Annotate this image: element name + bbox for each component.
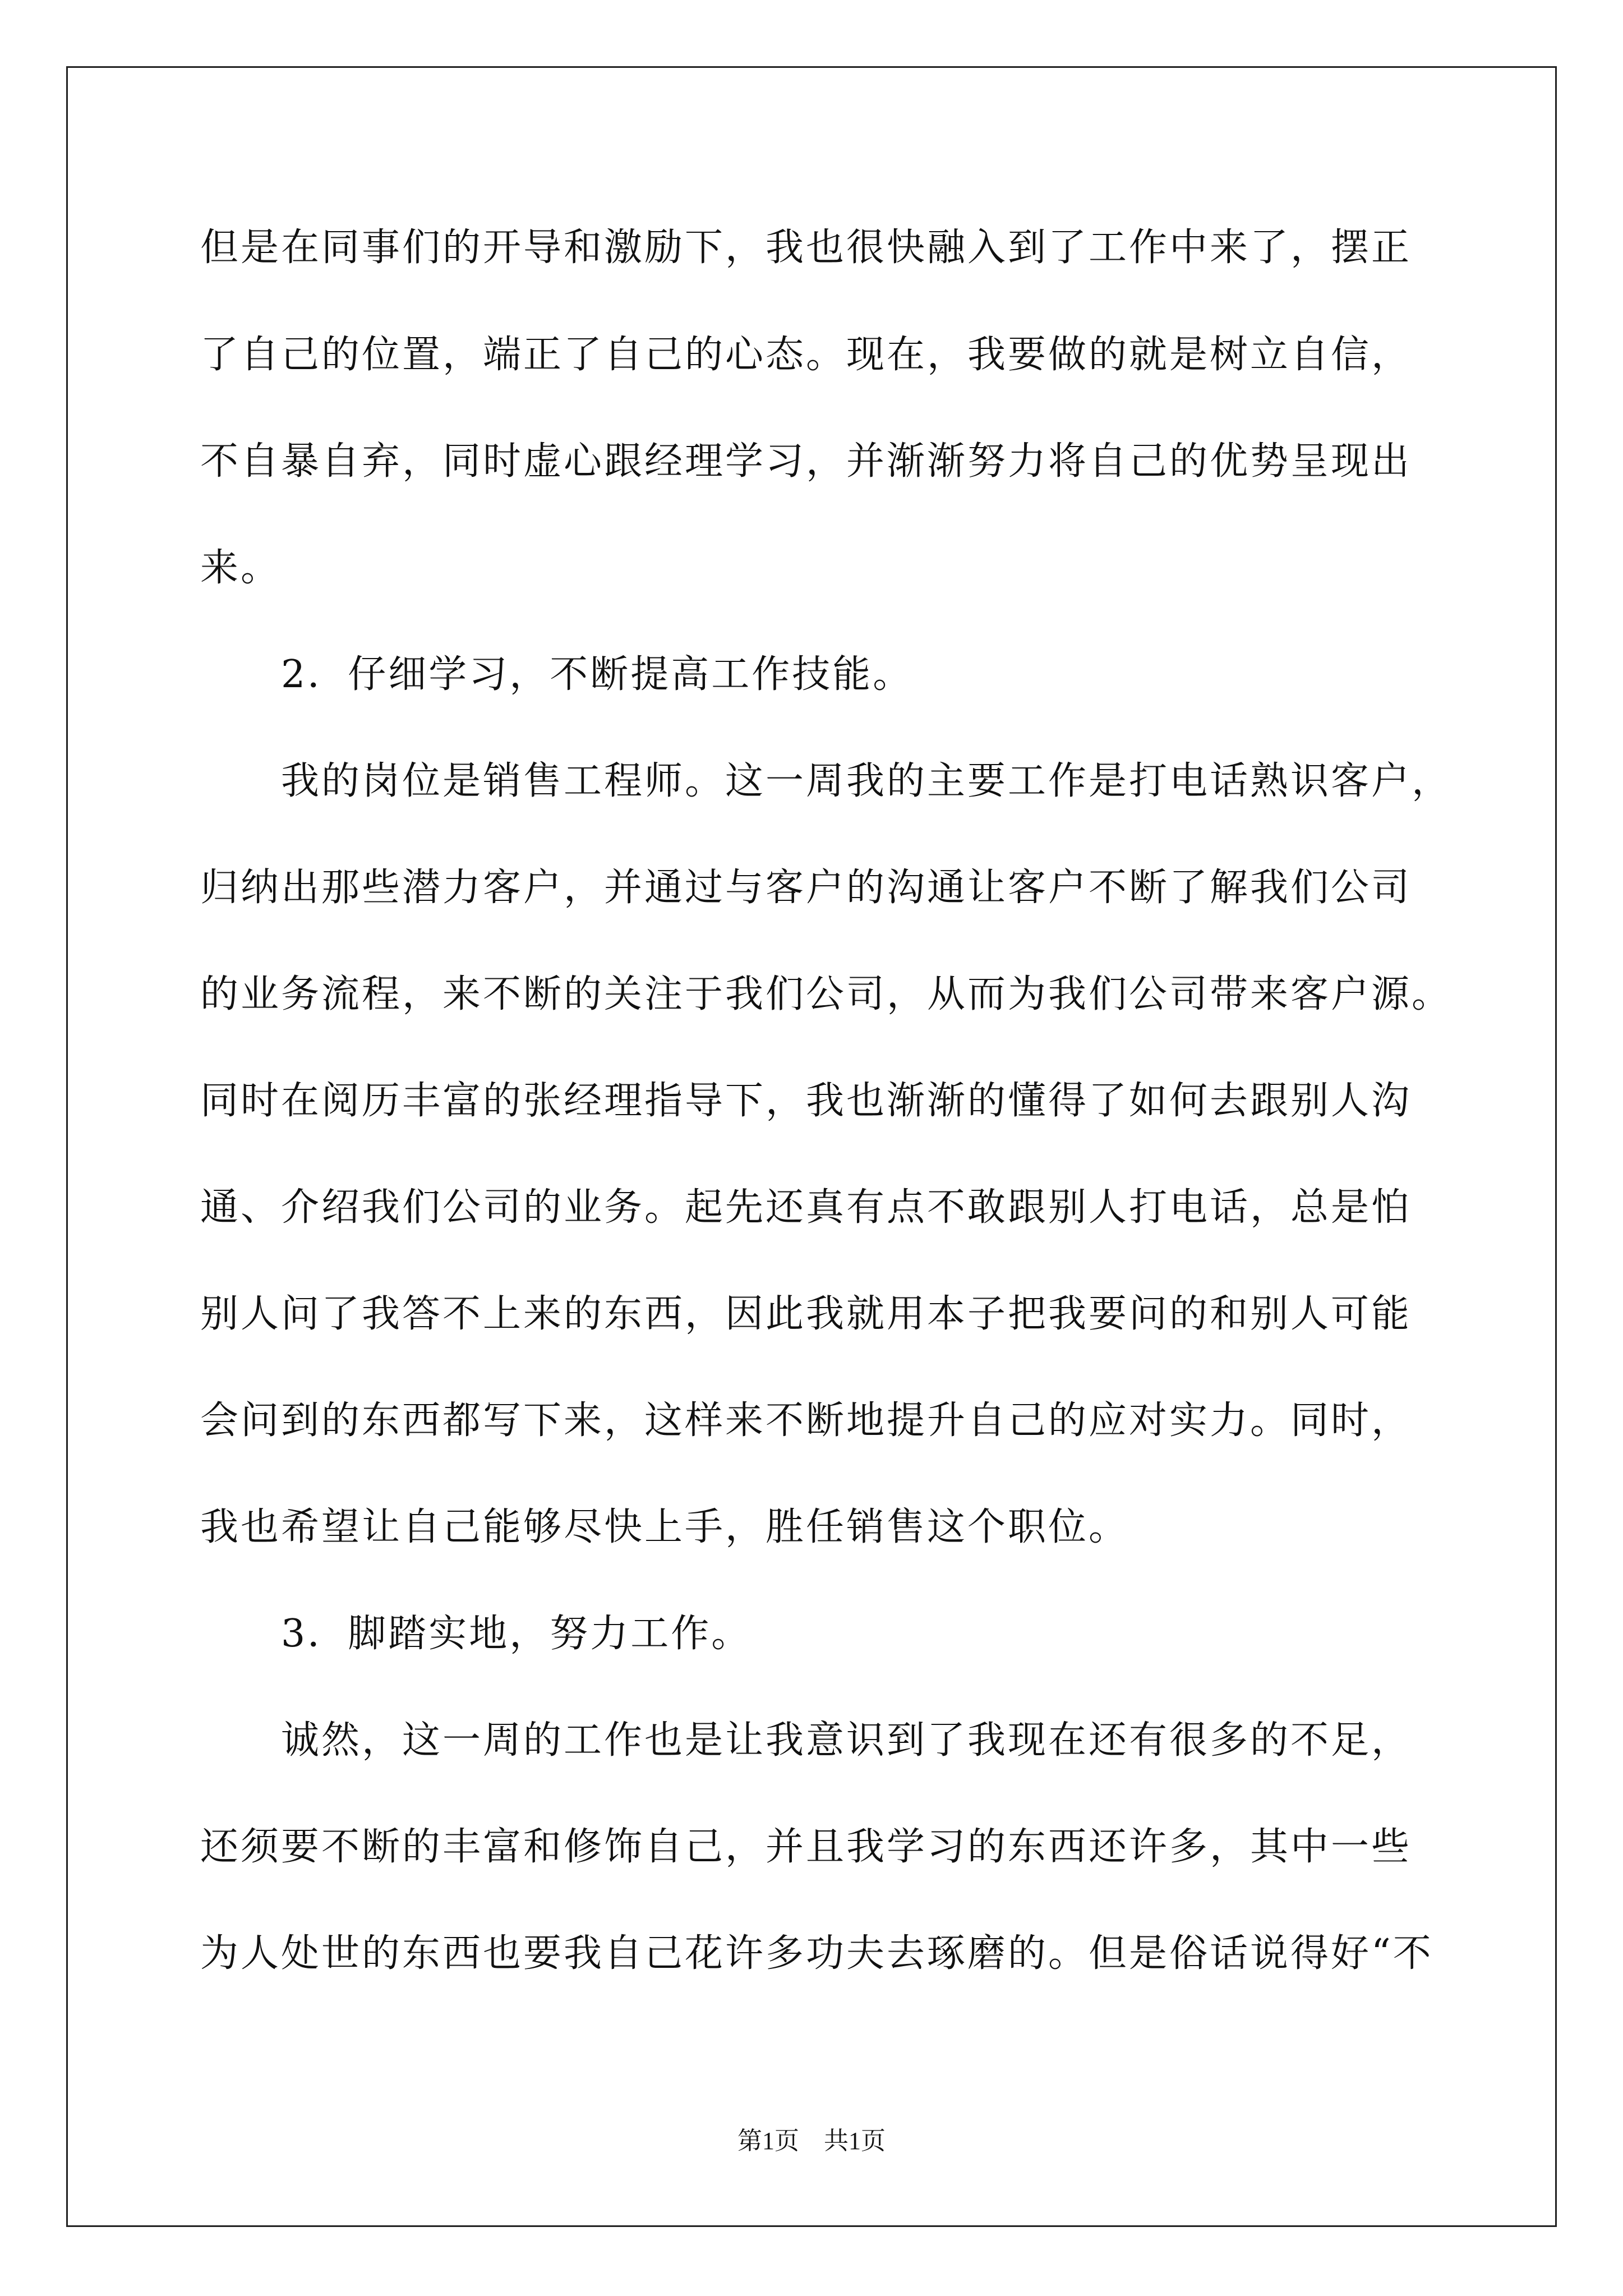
body-line: 还须要不断的丰富和修饰自己，并且我学习的东西还许多，其中一些 bbox=[200, 1825, 1412, 1869]
body-line: 但是在同事们的开导和激励下，我也很快融入到了工作中来了，摆正 bbox=[200, 226, 1412, 270]
page-border bbox=[66, 66, 1557, 2227]
body-line: 我的岗位是销售工程师。这一周我的主要工作是打电话熟识客户， bbox=[200, 759, 1453, 803]
section-heading: 2．仔细学习，不断提高工作技能。 bbox=[200, 652, 914, 697]
body-line: 为人处世的东西也要我自己花许多功夫去琢磨的。但是俗话说得好“不 bbox=[200, 1931, 1433, 1976]
body-line: 会问到的东西都写下来，这样来不断地提升自己的应对实力。同时， bbox=[200, 1398, 1412, 1443]
section-heading: 3．脚踏实地，努力工作。 bbox=[200, 1612, 752, 1656]
body-line: 来。 bbox=[200, 546, 282, 590]
body-line: 通、介绍我们公司的业务。起先还真有点不敢跟别人打电话，总是怕 bbox=[200, 1185, 1412, 1230]
body-line: 的业务流程，来不断的关注于我们公司，从而为我们公司带来客户源。 bbox=[200, 972, 1453, 1016]
body-line: 诚然，这一周的工作也是让我意识到了我现在还有很多的不足， bbox=[200, 1718, 1412, 1763]
body-line: 归纳出那些潜力客户，并通过与客户的沟通让客户不断了解我们公司 bbox=[200, 866, 1412, 910]
body-line: 不自暴自弃，同时虚心跟经理学习，并渐渐努力将自己的优势呈现出 bbox=[200, 439, 1412, 484]
body-line: 了自己的位置，端正了自己的心态。现在，我要做的就是树立自信， bbox=[200, 333, 1412, 377]
body-line: 别人问了我答不上来的东西，因此我就用本子把我要问的和别人可能 bbox=[200, 1292, 1412, 1336]
body-line: 同时在阅历丰富的张经理指导下，我也渐渐的懂得了如何去跟别人沟 bbox=[200, 1079, 1412, 1123]
page-footer: 第1页 共1页 bbox=[737, 2127, 886, 2155]
body-line: 我也希望让自己能够尽快上手，胜任销售这个职位。 bbox=[200, 1505, 1129, 1549]
